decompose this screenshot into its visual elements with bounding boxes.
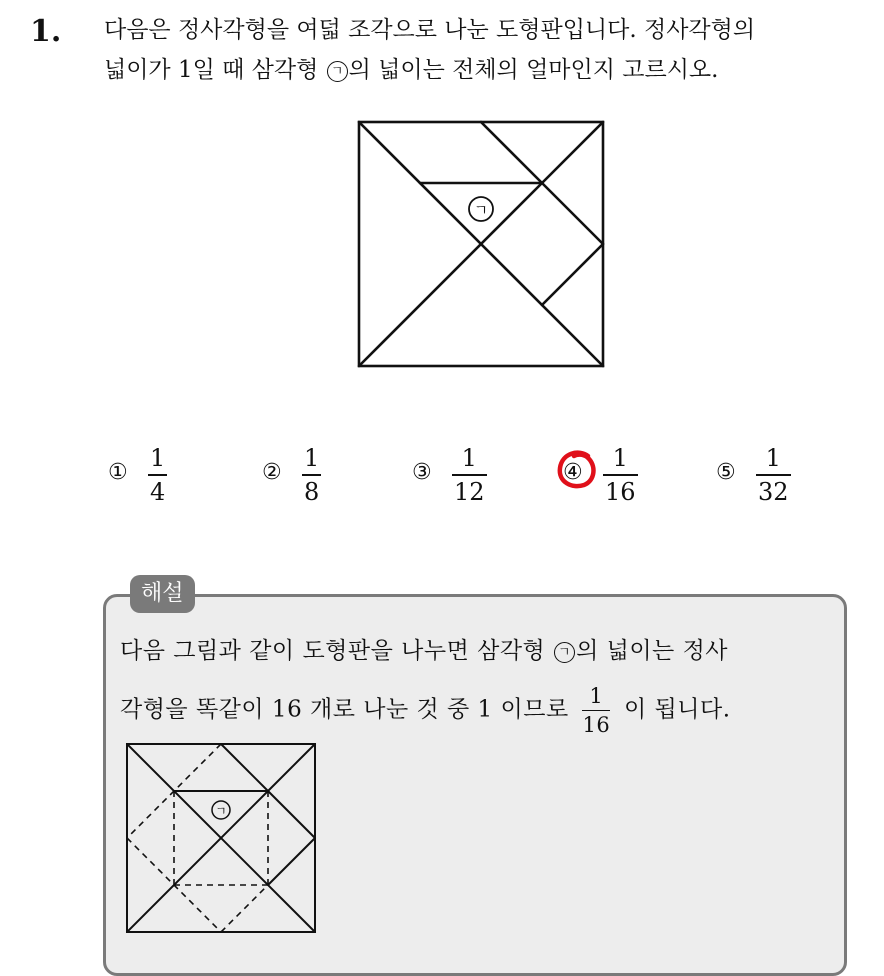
fraction-numerator: 1 xyxy=(461,444,477,472)
solution-text-line2 xyxy=(120,684,731,737)
fraction-denominator: 4 xyxy=(150,477,166,506)
choice-fraction xyxy=(302,444,321,506)
solution-line xyxy=(268,791,315,838)
choice-number: ③ xyxy=(412,460,432,485)
fraction-bar xyxy=(148,474,167,476)
solution-figure xyxy=(125,742,317,934)
fraction-bar xyxy=(302,474,321,476)
fraction-numerator: 1 xyxy=(150,444,166,472)
question-text-line1: 다음은 정사각형을 여덟 조각으로 나눈 도형판입니다. 정사각형의 xyxy=(104,17,756,43)
choice-number: ① xyxy=(108,460,128,485)
solution-tag: 해설 xyxy=(130,575,195,613)
tangram-line xyxy=(542,244,603,305)
fraction-numerator: 1 xyxy=(589,684,604,708)
fraction-numerator: 1 xyxy=(765,444,781,472)
solution-mark-label: ㄱ xyxy=(215,804,227,818)
circled-mark: ㄱ xyxy=(327,61,348,82)
fraction-denominator: 12 xyxy=(454,477,485,506)
circled-mark: ㄱ xyxy=(554,642,575,663)
choice-number: ④ xyxy=(563,460,583,485)
question-text-after: 의 넓이는 전체의 얼마인지 고르시오. xyxy=(348,57,719,83)
solution-text: 의 넓이는 정사 xyxy=(576,638,729,664)
question-number: 1. xyxy=(30,14,62,49)
fraction-denominator: 8 xyxy=(304,477,320,506)
question-text-line2 xyxy=(104,54,874,86)
solution-line xyxy=(268,744,315,791)
fraction-bar xyxy=(582,710,610,711)
tangram-diagonal-half xyxy=(359,183,542,366)
fraction-denominator: 16 xyxy=(605,477,636,506)
choice-fraction xyxy=(148,444,167,506)
fraction-bar xyxy=(603,474,638,476)
tangram-mark-label: ㄱ xyxy=(473,201,489,219)
fraction-bar xyxy=(756,474,791,476)
solution-text: 각형을 똑같이 16 개로 나눈 것 중 1 이므로 xyxy=(120,696,569,723)
fraction-denominator: 16 xyxy=(582,713,611,738)
choice-fraction xyxy=(756,444,791,506)
choice-number: ⑤ xyxy=(716,460,736,485)
fraction-denominator: 32 xyxy=(758,477,789,506)
tangram-figure xyxy=(355,118,607,370)
tangram-line xyxy=(542,183,603,244)
choice-number: ② xyxy=(262,460,282,485)
answer-ring-mark xyxy=(555,448,599,492)
solution-text: 이 됩니다. xyxy=(624,696,731,723)
solution-line xyxy=(221,744,268,791)
dashed-line xyxy=(221,885,268,932)
fraction-bar xyxy=(452,474,487,476)
question-text-before: 넓이가 1일 때 삼각형 xyxy=(104,57,319,83)
choice-fraction xyxy=(452,444,487,506)
tangram-line xyxy=(542,122,603,183)
solution-line xyxy=(127,791,268,932)
tangram-line xyxy=(481,122,542,183)
solution-fraction xyxy=(582,684,610,737)
solution-line xyxy=(268,838,315,885)
fraction-numerator: 1 xyxy=(612,444,628,472)
fraction-numerator: 1 xyxy=(304,444,320,472)
solution-text-line1 xyxy=(120,632,728,665)
solution-text: 다음 그림과 같이 도형판을 나누면 삼각형 xyxy=(120,638,546,664)
choice-fraction xyxy=(603,444,638,506)
